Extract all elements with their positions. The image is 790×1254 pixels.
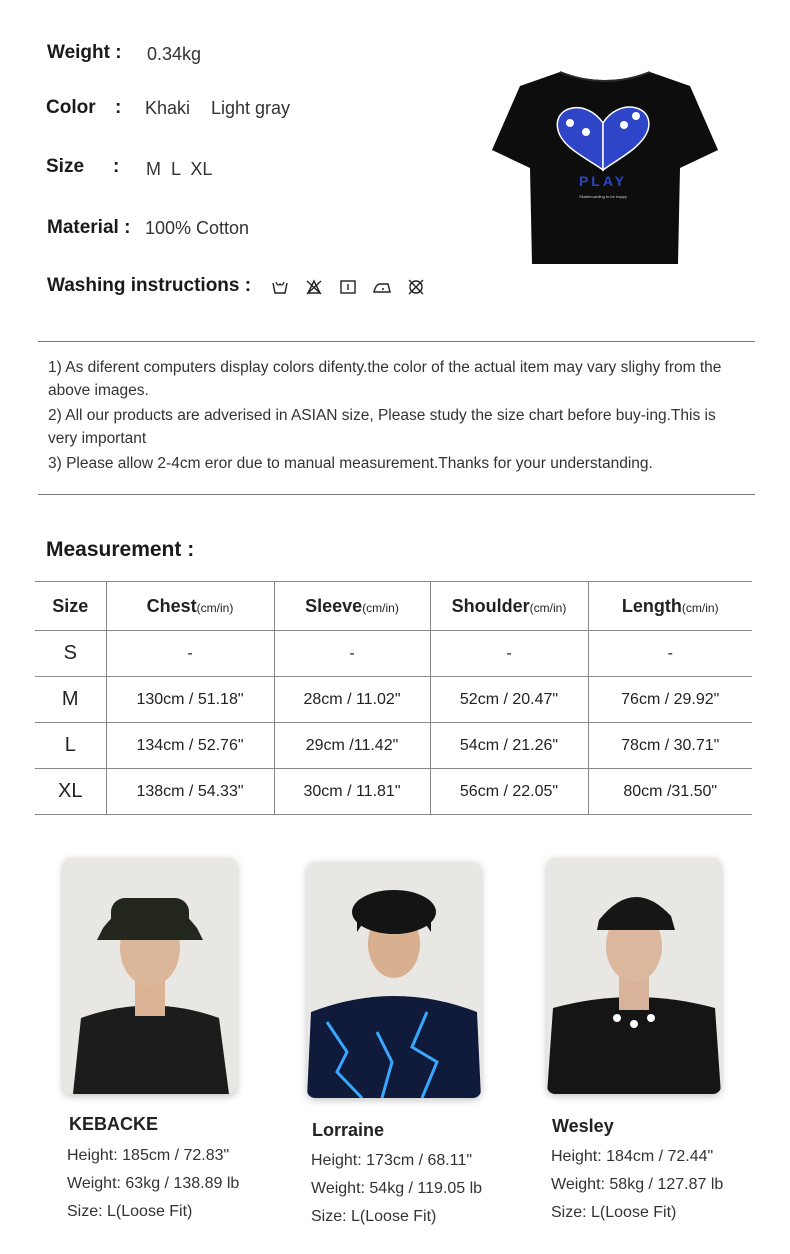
note-item: 2) All our products are adverised in ASIAN size, Please study the size chart before buy-ing.This is very important <box>48 407 716 447</box>
model-size: Size: L(Loose Fit) <box>311 1208 437 1225</box>
dry-flat-icon <box>338 278 358 296</box>
table-cell: 30cm / 11.81" <box>274 769 430 815</box>
table-cell: 80cm /31.50" <box>588 769 752 815</box>
model-photo-wesley <box>547 858 721 1094</box>
color-colon: : <box>115 97 122 118</box>
table-cell: - <box>106 631 274 677</box>
table-cell: 56cm / 22.05" <box>430 769 588 815</box>
model-height: Height: 185cm / 72.83" <box>67 1147 230 1164</box>
table-cell: M <box>35 677 106 723</box>
divider-top <box>38 341 755 342</box>
model-height: Height: 173cm / 68.11" <box>311 1152 473 1169</box>
divider-bottom <box>38 494 755 495</box>
model-size: Size: L(Loose Fit) <box>551 1204 677 1221</box>
table-row <box>35 723 752 769</box>
material-label: Material : <box>47 217 131 238</box>
no-dry-clean-icon <box>406 278 426 296</box>
table-cell: XL <box>35 769 106 815</box>
table-cell: - <box>430 631 588 677</box>
table-row <box>35 677 752 723</box>
print-subtext: Skateboarding to be happy <box>579 194 627 199</box>
table-row <box>35 631 752 677</box>
table-header-row <box>35 582 752 631</box>
color-label: Color <box>46 97 96 118</box>
header-chest: Chest(cm/in) <box>106 582 274 631</box>
weight-label: Weight : <box>47 42 122 63</box>
model-size: Size: L(Loose Fit) <box>67 1203 193 1220</box>
header-sleeve: Sleeve(cm/in) <box>274 582 430 631</box>
table-row <box>35 769 752 815</box>
color-value-khaki: Khaki <box>145 98 191 118</box>
model-name: Lorraine <box>312 1120 385 1140</box>
table-cell: 138cm / 54.33" <box>106 769 274 815</box>
note-item: 3) Please allow 2-4cm eror due to manual measurement.Thanks for your understanding. <box>48 455 653 472</box>
model-photo-lorraine <box>307 862 481 1098</box>
washing-icons <box>270 278 426 296</box>
size-label: Size <box>46 156 85 177</box>
table-cell: 130cm / 51.18" <box>106 677 274 723</box>
table-cell: - <box>274 631 430 677</box>
model-name: KEBACKE <box>69 1114 159 1134</box>
measurement-title: Measurement : <box>46 538 195 561</box>
washing-label: Washing instructions : <box>47 275 252 296</box>
table-cell: 134cm / 52.76" <box>106 723 274 769</box>
table-cell: 54cm / 21.26" <box>430 723 588 769</box>
note-item: 1) As diferent computers display colors difenty.the color of the actual item may vary slighy from the above images. <box>48 359 722 399</box>
table-cell: - <box>588 631 752 677</box>
table-cell: 52cm / 20.47" <box>430 677 588 723</box>
notes-block <box>48 356 748 477</box>
table-cell: L <box>35 723 106 769</box>
hand-wash-icon <box>270 278 290 296</box>
weight-value: 0.34kg <box>147 44 202 64</box>
model-weight: Weight: 54kg / 119.05 lb <box>311 1180 483 1197</box>
color-value-light-gray: Light gray <box>211 98 291 118</box>
iron-icon <box>372 278 392 296</box>
model-name: Wesley <box>552 1116 614 1136</box>
size-value: M L XL <box>146 159 213 179</box>
material-value: 100% Cotton <box>145 218 250 238</box>
table-cell: S <box>35 631 106 677</box>
header-shoulder: Shoulder(cm/in) <box>430 582 588 631</box>
measurement-table <box>35 581 752 815</box>
header-length: Length(cm/in) <box>588 582 752 631</box>
print-text: PLAY <box>578 173 628 189</box>
table-cell: 29cm /11.42" <box>274 723 430 769</box>
model-height: Height: 184cm / 72.44" <box>551 1148 714 1165</box>
model-photo-kebacke <box>63 858 237 1094</box>
table-cell: 78cm / 30.71" <box>588 723 752 769</box>
product-image <box>490 68 720 268</box>
model-weight: Weight: 58kg / 127.87 lb <box>551 1176 724 1193</box>
header-size: Size <box>35 582 106 631</box>
tshirt-icon <box>490 68 720 268</box>
size-colon: : <box>113 156 120 177</box>
no-tumble-dry-icon <box>304 278 324 296</box>
table-cell: 76cm / 29.92" <box>588 677 752 723</box>
model-weight: Weight: 63kg / 138.89 lb <box>67 1175 240 1192</box>
table-cell: 28cm / 11.02" <box>274 677 430 723</box>
